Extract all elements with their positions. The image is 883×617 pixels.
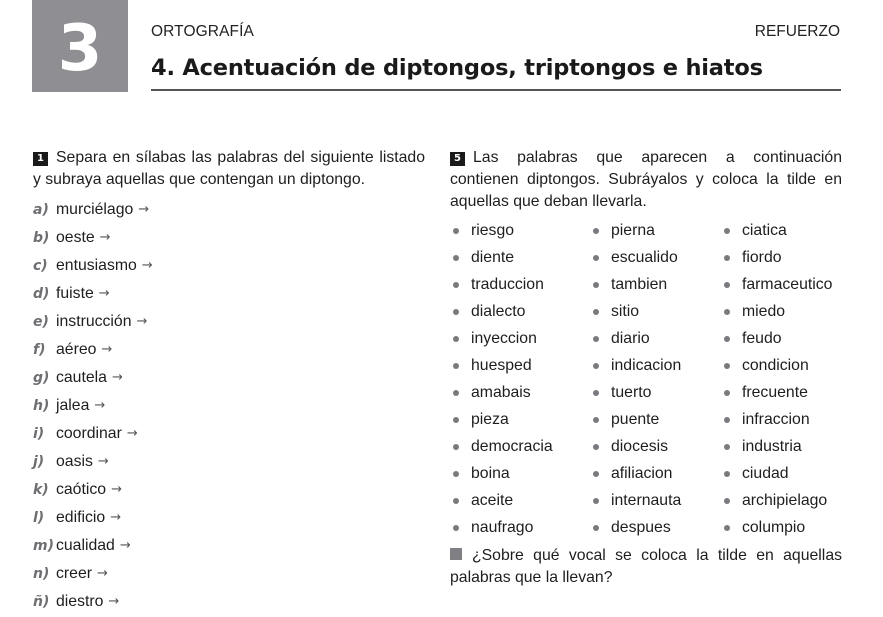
word-text: miedo	[742, 302, 786, 320]
question-text: ¿Sobre qué vocal se coloca la tilde en aquellas palabras que la llevan?	[450, 547, 842, 586]
bullet-icon	[593, 336, 599, 342]
word-text: afiliacion	[611, 464, 673, 482]
word-grid	[450, 217, 842, 541]
bullet-icon	[453, 336, 459, 342]
bullet-icon	[593, 309, 599, 315]
word-text: democracia	[471, 437, 553, 455]
word-text: tambien	[611, 275, 668, 293]
bullet-icon	[724, 309, 730, 315]
word-text: despues	[611, 518, 671, 536]
arrow-right-icon: →	[99, 230, 111, 245]
word-text: infraccion	[742, 410, 810, 428]
bullet-icon	[724, 255, 730, 261]
word-item	[450, 325, 590, 352]
item-word: entusiasmo	[56, 257, 137, 274]
bullet-icon	[724, 228, 730, 234]
bullet-icon	[724, 444, 730, 450]
exercise-number-badge: 1	[33, 152, 48, 166]
level-label: REFUERZO	[754, 23, 840, 40]
word-text: farmaceutico	[742, 275, 833, 293]
word-item	[721, 298, 842, 325]
item-word: caótico	[56, 481, 107, 498]
word-text: traduccion	[471, 275, 544, 293]
bullet-icon	[453, 255, 459, 261]
word-text: inyeccion	[471, 329, 537, 347]
item-letter: c)	[33, 258, 48, 274]
bullet-icon	[453, 471, 459, 477]
bullet-icon	[724, 336, 730, 342]
arrow-right-icon: →	[108, 594, 120, 609]
item-letter: a)	[33, 202, 49, 218]
item-letter: e)	[33, 314, 49, 330]
word-text: escualido	[611, 248, 678, 266]
instruction-text: Separa en sílabas las palabras del siguiente listado y subraya aquellas que contengan un diptongo.	[33, 149, 425, 188]
word-item	[590, 352, 721, 379]
arrow-right-icon: →	[126, 426, 138, 441]
word-item	[590, 217, 721, 244]
title-divider	[151, 89, 841, 91]
bullet-icon	[593, 282, 599, 288]
item-letter: i)	[33, 426, 45, 442]
list-item	[33, 280, 425, 308]
list-item	[33, 560, 425, 588]
word-text: sitio	[611, 302, 640, 320]
word-text: boina	[471, 464, 510, 482]
bullet-icon	[593, 525, 599, 531]
exercise-5-question	[450, 545, 842, 589]
word-item	[450, 271, 590, 298]
instruction-text: Las palabras que aparecen a continuación contienen diptongos. Subráyalos y coloca la tilde en aquellas que deban llevarla.	[450, 149, 842, 210]
item-letter: m)	[33, 538, 54, 554]
page-title: 4. Acentuación de diptongos, triptongos e hiatos	[151, 55, 763, 81]
arrow-right-icon: →	[97, 566, 108, 581]
exercise-5	[450, 147, 842, 589]
word-item	[721, 514, 842, 541]
item-word: aéreo	[56, 341, 97, 358]
arrow-right-icon: →	[136, 314, 148, 329]
word-item	[590, 379, 721, 406]
bullet-icon	[724, 471, 730, 477]
word-item	[590, 244, 721, 271]
item-letter: b)	[33, 230, 50, 246]
exercise-5-instruction	[450, 147, 842, 213]
item-word: murciélago	[56, 201, 134, 218]
word-item	[450, 406, 590, 433]
item-letter: h)	[33, 398, 50, 414]
word-text: ciatica	[742, 221, 787, 239]
list-item	[33, 476, 425, 504]
list-item	[33, 588, 425, 616]
exercise-1-instruction	[33, 147, 425, 191]
word-item	[450, 487, 590, 514]
word-text: pieza	[471, 410, 509, 428]
word-item	[721, 352, 842, 379]
item-word: coordinar	[56, 425, 122, 442]
word-item	[590, 487, 721, 514]
word-text: feudo	[742, 329, 782, 347]
arrow-right-icon: →	[141, 258, 153, 273]
item-letter: g)	[33, 370, 50, 386]
item-word: cualidad	[56, 537, 115, 554]
item-letter: j)	[33, 454, 45, 470]
item-word: edificio	[56, 509, 106, 526]
bullet-icon	[593, 444, 599, 450]
bullet-icon	[453, 390, 459, 396]
bullet-icon	[724, 363, 730, 369]
bullet-icon	[593, 363, 599, 369]
word-item	[721, 217, 842, 244]
exercise-1	[33, 147, 425, 616]
word-item	[590, 514, 721, 541]
item-word: diestro	[56, 593, 104, 610]
item-letter: n)	[33, 566, 50, 582]
word-text: amabais	[471, 383, 531, 401]
list-item	[33, 392, 425, 420]
item-letter: f)	[33, 342, 46, 358]
word-item	[590, 271, 721, 298]
bullet-icon	[453, 498, 459, 504]
list-item	[33, 224, 425, 252]
bullet-icon	[453, 282, 459, 288]
word-item	[721, 244, 842, 271]
bullet-icon	[593, 417, 599, 423]
word-item	[590, 406, 721, 433]
word-text: pierna	[611, 221, 655, 239]
arrow-right-icon: →	[119, 538, 131, 553]
word-item	[590, 460, 721, 487]
section-label: ORTOGRAFÍA	[151, 23, 254, 40]
word-text: diario	[611, 329, 650, 347]
word-item	[450, 244, 590, 271]
bullet-icon	[724, 282, 730, 288]
word-item	[450, 217, 590, 244]
word-text: tuerto	[611, 383, 652, 401]
word-text: huesped	[471, 356, 532, 374]
word-item	[721, 271, 842, 298]
item-word: jalea	[56, 397, 90, 414]
arrow-right-icon: →	[101, 342, 113, 357]
item-letter: l)	[33, 510, 45, 526]
arrow-right-icon: →	[98, 286, 110, 301]
list-item	[33, 504, 425, 532]
list-item	[33, 336, 425, 364]
item-letter: k)	[33, 482, 49, 498]
word-text: diente	[471, 248, 515, 266]
arrow-right-icon: →	[94, 398, 106, 413]
exercise-number-badge: 5	[450, 152, 465, 166]
word-item	[450, 460, 590, 487]
item-letter: ñ)	[33, 594, 50, 610]
word-item	[590, 298, 721, 325]
bullet-icon	[453, 363, 459, 369]
bullet-icon	[593, 255, 599, 261]
word-text: ciudad	[742, 464, 789, 482]
list-item	[33, 448, 425, 476]
bullet-icon	[453, 525, 459, 531]
list-item	[33, 308, 425, 336]
arrow-right-icon: →	[97, 454, 109, 469]
arrow-right-icon: →	[111, 370, 123, 385]
unit-number: 3	[57, 12, 103, 86]
word-item	[450, 352, 590, 379]
item-word: oasis	[56, 453, 93, 470]
word-item	[450, 379, 590, 406]
list-item	[33, 196, 425, 224]
bullet-icon	[593, 498, 599, 504]
bullet-icon	[453, 444, 459, 450]
word-text: columpio	[742, 518, 806, 536]
bullet-icon	[724, 390, 730, 396]
unit-number-box	[32, 0, 128, 92]
word-text: fiordo	[742, 248, 782, 266]
word-text: riesgo	[471, 221, 515, 239]
bullet-icon	[593, 471, 599, 477]
word-item	[450, 514, 590, 541]
item-word: cautela	[56, 369, 107, 386]
bullet-icon	[724, 417, 730, 423]
word-text: naufrago	[471, 518, 534, 536]
arrow-right-icon: →	[111, 482, 122, 497]
word-text: diocesis	[611, 437, 669, 455]
list-item	[33, 532, 425, 560]
bullet-icon	[593, 228, 599, 234]
bullet-icon	[453, 228, 459, 234]
word-item	[721, 406, 842, 433]
word-item	[721, 433, 842, 460]
word-text: industria	[742, 437, 802, 455]
item-word: creer	[56, 565, 92, 582]
word-item	[450, 298, 590, 325]
arrow-right-icon: →	[138, 202, 150, 217]
list-item	[33, 420, 425, 448]
bullet-icon	[453, 417, 459, 423]
word-text: internauta	[611, 491, 682, 509]
word-text: indicacion	[611, 356, 682, 374]
item-word: instrucción	[56, 313, 132, 330]
word-item	[721, 325, 842, 352]
list-item	[33, 364, 425, 392]
word-item	[590, 433, 721, 460]
item-letter: d)	[33, 286, 50, 302]
bullet-icon	[724, 525, 730, 531]
arrow-right-icon: →	[110, 510, 122, 525]
word-text: frecuente	[742, 383, 808, 401]
item-word: oeste	[56, 229, 95, 246]
word-item	[721, 460, 842, 487]
word-text: condicion	[742, 356, 809, 374]
bullet-icon	[724, 498, 730, 504]
bullet-icon	[453, 309, 459, 315]
item-word: fuiste	[56, 285, 94, 302]
square-bullet-icon	[450, 548, 462, 560]
word-item	[721, 379, 842, 406]
word-item	[590, 325, 721, 352]
word-text: puente	[611, 410, 660, 428]
word-item	[450, 433, 590, 460]
word-text: dialecto	[471, 302, 526, 320]
list-item	[33, 252, 425, 280]
exercise-1-items	[33, 196, 425, 616]
bullet-icon	[593, 390, 599, 396]
word-text: aceite	[471, 491, 514, 509]
word-text: archipielago	[742, 491, 828, 509]
word-item	[721, 487, 842, 514]
